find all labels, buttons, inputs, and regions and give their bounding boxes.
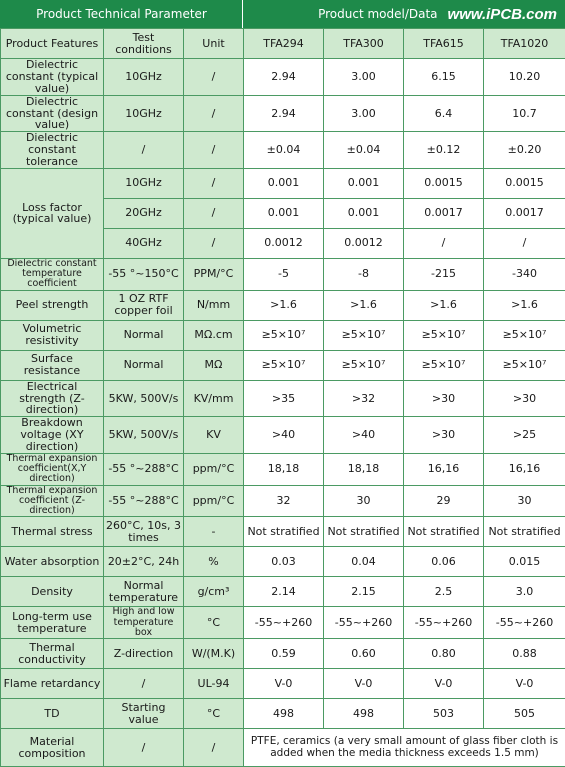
value-cell: ≥5×10⁷ [324, 320, 404, 350]
test-condition: 260°C, 10s, 3 times [104, 517, 184, 547]
table-row [1, 258, 565, 290]
table-row [1, 729, 565, 767]
test-condition: -55 °~150°C [104, 258, 184, 290]
value-cell: 16,16 [484, 453, 565, 485]
unit-cell: ppm/°C [184, 485, 244, 517]
value-cell: 0.001 [244, 198, 324, 228]
value-cell: Not stratified [404, 517, 484, 547]
col-header-model: TFA300 [324, 29, 404, 59]
unit-cell: / [184, 729, 244, 767]
test-condition: / [104, 669, 184, 699]
value-cell: 498 [244, 699, 324, 729]
value-cell: 30 [324, 485, 404, 517]
value-cell: 0.03 [244, 547, 324, 577]
feature-label: Dielectric constant (typical value) [1, 59, 104, 96]
test-condition: 20GHz [104, 198, 184, 228]
unit-cell: °C [184, 607, 244, 639]
test-condition: Z-direction [104, 639, 184, 669]
table-row [1, 669, 565, 699]
value-cell: V-0 [244, 669, 324, 699]
feature-label: Flame retardancy [1, 669, 104, 699]
value-cell: >35 [244, 380, 324, 417]
unit-cell: UL-94 [184, 669, 244, 699]
value-cell: 2.5 [404, 577, 484, 607]
value-cell: -55~+260 [484, 607, 565, 639]
value-cell: -340 [484, 258, 565, 290]
table-row [1, 517, 565, 547]
value-cell: >30 [404, 380, 484, 417]
test-condition: 10GHz [104, 59, 184, 96]
unit-cell: KV [184, 417, 244, 454]
value-cell: 2.14 [244, 577, 324, 607]
value-cell: >1.6 [324, 290, 404, 320]
value-cell: -8 [324, 258, 404, 290]
feature-label: Breakdown voltage (XY direction) [1, 417, 104, 454]
feature-label: Loss factor (typical value) [1, 168, 104, 258]
value-cell: 0.0017 [484, 198, 565, 228]
unit-cell: / [184, 132, 244, 169]
test-condition: 5KW, 500V/s [104, 417, 184, 454]
value-cell: 2.94 [244, 95, 324, 132]
table-row [1, 417, 565, 454]
test-condition: Normal [104, 350, 184, 380]
value-cell: 505 [484, 699, 565, 729]
unit-cell: / [184, 168, 244, 198]
unit-cell: / [184, 59, 244, 96]
test-condition: 20±2°C, 24h [104, 547, 184, 577]
feature-label: Thermal expansion coefficient(X,Y direction) [1, 453, 104, 485]
value-cell: ±0.04 [324, 132, 404, 169]
unit-cell: °C [184, 699, 244, 729]
value-cell: / [484, 228, 565, 258]
value-cell: 3.0 [484, 577, 565, 607]
value-cell: ≥5×10⁷ [404, 350, 484, 380]
col-header-unit: Unit [184, 29, 244, 59]
value-cell: 18,18 [244, 453, 324, 485]
unit-cell: KV/mm [184, 380, 244, 417]
unit-cell: MΩ [184, 350, 244, 380]
value-cell: 0.001 [324, 168, 404, 198]
value-cell: 0.60 [324, 639, 404, 669]
value-cell: 0.59 [244, 639, 324, 669]
table-row [1, 453, 565, 485]
col-header-model: TFA294 [244, 29, 324, 59]
value-cell: ≥5×10⁷ [484, 320, 565, 350]
table-header-row [1, 29, 565, 59]
test-condition: Normal [104, 320, 184, 350]
value-cell: 30 [484, 485, 565, 517]
value-cell: >1.6 [404, 290, 484, 320]
value-cell: 0.80 [404, 639, 484, 669]
feature-label: Dielectric constant (design value) [1, 95, 104, 132]
value-cell: 0.06 [404, 547, 484, 577]
unit-cell: / [184, 198, 244, 228]
table-row [1, 168, 565, 198]
value-cell: >30 [484, 380, 565, 417]
value-cell: 0.0015 [404, 168, 484, 198]
unit-cell: / [184, 228, 244, 258]
header-left [0, 0, 243, 28]
value-cell: ≥5×10⁷ [244, 320, 324, 350]
value-cell: ≥5×10⁷ [404, 320, 484, 350]
table-row [1, 607, 565, 639]
spec-table [0, 28, 565, 767]
value-cell: 18,18 [324, 453, 404, 485]
table-row [1, 380, 565, 417]
unit-cell: / [184, 95, 244, 132]
table-row [1, 350, 565, 380]
unit-cell: - [184, 517, 244, 547]
value-cell: >32 [324, 380, 404, 417]
unit-cell: PPM/°C [184, 258, 244, 290]
value-cell: 498 [324, 699, 404, 729]
table-row [1, 59, 565, 96]
value-cell: V-0 [484, 669, 565, 699]
value-cell: / [404, 228, 484, 258]
value-cell: Not stratified [244, 517, 324, 547]
value-cell: -5 [244, 258, 324, 290]
test-condition: 1 OZ RTF copper foil [104, 290, 184, 320]
test-condition: High and low temperature box [104, 607, 184, 639]
header-model-title: Product model/Data [318, 7, 437, 21]
value-cell: 2.15 [324, 577, 404, 607]
value-cell: ±0.12 [404, 132, 484, 169]
unit-cell: W/(M.K) [184, 639, 244, 669]
col-header-conditions: Test conditions [104, 29, 184, 59]
value-cell: >1.6 [484, 290, 565, 320]
table-row [1, 290, 565, 320]
table-row [1, 699, 565, 729]
value-cell: Not stratified [484, 517, 565, 547]
value-cell: 0.0017 [404, 198, 484, 228]
table-row [1, 547, 565, 577]
feature-label: Material composition [1, 729, 104, 767]
feature-label: Dielectric constant tolerance [1, 132, 104, 169]
value-cell: 16,16 [404, 453, 484, 485]
value-cell: >1.6 [244, 290, 324, 320]
feature-label: Dielectric constant temperature coefficient [1, 258, 104, 290]
test-condition: / [104, 132, 184, 169]
feature-label: Water absorption [1, 547, 104, 577]
value-cell: 503 [404, 699, 484, 729]
value-cell: -55~+260 [244, 607, 324, 639]
value-cell: ±0.04 [244, 132, 324, 169]
value-cell: 10.7 [484, 95, 565, 132]
test-condition: 5KW, 500V/s [104, 380, 184, 417]
value-cell: -215 [404, 258, 484, 290]
value-cell: 0.001 [244, 168, 324, 198]
value-cell: 0.0012 [244, 228, 324, 258]
value-cell: -55~+260 [324, 607, 404, 639]
value-cell: ≥5×10⁷ [484, 350, 565, 380]
unit-cell: N/mm [184, 290, 244, 320]
value-cell: 3.00 [324, 95, 404, 132]
value-cell: ±0.20 [484, 132, 565, 169]
feature-label: Surface resistance [1, 350, 104, 380]
site-logo: www.iPCB.com [448, 6, 557, 23]
col-header-model: TFA1020 [484, 29, 565, 59]
value-cell: 0.0012 [324, 228, 404, 258]
test-condition: -55 °~288°C [104, 453, 184, 485]
unit-cell: % [184, 547, 244, 577]
col-header-features: Product Features [1, 29, 104, 59]
feature-label: Peel strength [1, 290, 104, 320]
value-cell: 32 [244, 485, 324, 517]
feature-label: Thermal expansion coefficient (Z-direction) [1, 485, 104, 517]
feature-label: Thermal conductivity [1, 639, 104, 669]
value-cell: >40 [244, 417, 324, 454]
test-condition: 40GHz [104, 228, 184, 258]
table-row [1, 95, 565, 132]
table-row [1, 577, 565, 607]
table-row [1, 639, 565, 669]
table-row [1, 485, 565, 517]
unit-cell: ppm/°C [184, 453, 244, 485]
header-title: Product Technical Parameter [36, 7, 207, 21]
value-cell: 0.015 [484, 547, 565, 577]
feature-label: TD [1, 699, 104, 729]
value-cell: V-0 [324, 669, 404, 699]
feature-label: Electrical strength (Z-direction) [1, 380, 104, 417]
value-cell: >30 [404, 417, 484, 454]
value-cell: >25 [484, 417, 565, 454]
value-cell: -55~+260 [404, 607, 484, 639]
value-cell: ≥5×10⁷ [244, 350, 324, 380]
test-condition: / [104, 729, 184, 767]
table-row [1, 320, 565, 350]
col-header-model: TFA615 [404, 29, 484, 59]
value-cell: 2.94 [244, 59, 324, 96]
value-cell: 0.0015 [484, 168, 565, 198]
feature-label: Long-term use temperature [1, 607, 104, 639]
header-right [243, 0, 565, 28]
value-cell: >40 [324, 417, 404, 454]
value-cell: 6.4 [404, 95, 484, 132]
value-cell: 10.20 [484, 59, 565, 96]
unit-cell: MΩ.cm [184, 320, 244, 350]
unit-cell: g/cm³ [184, 577, 244, 607]
value-cell: 0.04 [324, 547, 404, 577]
feature-label: Thermal stress [1, 517, 104, 547]
value-cell: 0.001 [324, 198, 404, 228]
material-composition-value: PTFE, ceramics (a very small amount of glass fiber cloth is added when the media thickness exceeds 1.5 mm) [244, 729, 565, 767]
feature-label: Volumetric resistivity [1, 320, 104, 350]
test-condition: -55 °~288°C [104, 485, 184, 517]
value-cell: 0.88 [484, 639, 565, 669]
test-condition: 10GHz [104, 95, 184, 132]
test-condition: Starting value [104, 699, 184, 729]
value-cell: ≥5×10⁷ [324, 350, 404, 380]
test-condition: Normal temperature [104, 577, 184, 607]
value-cell: 6.15 [404, 59, 484, 96]
value-cell: 29 [404, 485, 484, 517]
feature-label: Density [1, 577, 104, 607]
value-cell: Not stratified [324, 517, 404, 547]
value-cell: 3.00 [324, 59, 404, 96]
value-cell: V-0 [404, 669, 484, 699]
table-row [1, 132, 565, 169]
test-condition: 10GHz [104, 168, 184, 198]
